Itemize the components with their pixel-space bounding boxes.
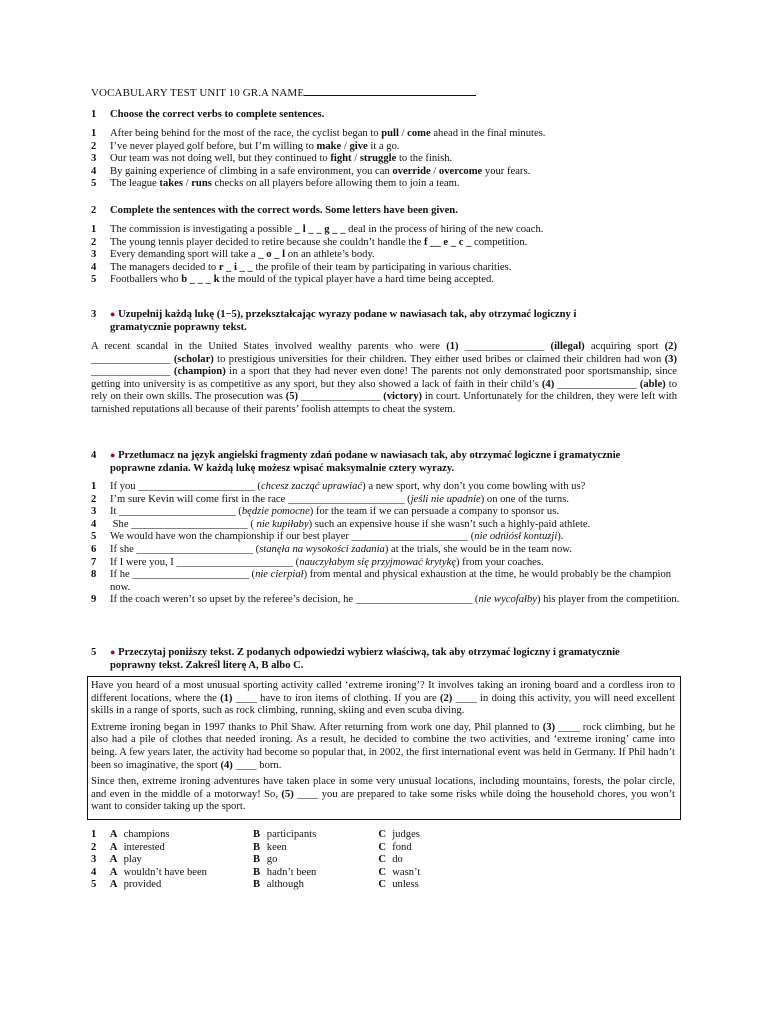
option-letter-b[interactable]: B	[252, 829, 261, 840]
option-letter-c[interactable]: C	[378, 854, 387, 866]
graduation-cap-icon: ●	[110, 309, 116, 319]
item-text: If I were you, I ______________________ (nauczyłabym się przyjmować krytykę) from your coaches.	[110, 556, 544, 568]
option-b[interactable]: hadn’t been	[266, 866, 317, 878]
item-number: 1	[91, 128, 97, 139]
option-c[interactable]: wasn’t	[392, 866, 421, 878]
item-number: 4	[91, 261, 97, 273]
item-text: After being behind for the most of the race, the cyclist began to pull / come ahead in the final minutes.	[110, 128, 546, 139]
answer-number: 3	[91, 854, 97, 866]
graduation-cap-icon: ●	[110, 647, 116, 657]
section-2-items	[91, 224, 681, 287]
option-c[interactable]: unless	[392, 879, 419, 891]
option-letter-a[interactable]: A	[109, 879, 118, 891]
item-number: 6	[91, 543, 97, 555]
item-text: I’ve never played golf before, but I’m willing to make / give it a go.	[110, 140, 400, 152]
list-item	[91, 481, 681, 494]
item-text: If the coach weren’t so upset by the referee’s decision, he ______________________ (nie wycofałby) his player from the competition.	[110, 594, 680, 606]
section-number: 3	[91, 309, 97, 320]
item-text: By gaining experience of climbing in a safe environment, you can override / overcome your fears.	[110, 165, 531, 177]
item-number: 5	[91, 531, 97, 543]
item-number: 3	[91, 506, 97, 518]
item-number: 2	[91, 493, 97, 505]
item-text: If she ______________________ (stanęła na wysokości zadania) at the trials, she would be in the team now.	[110, 543, 572, 555]
section-heading-line-1: Przetłumacz na język angielski fragmenty zdań podane w nawiasach tak, aby otrzymać logiczne i gramatycznie	[118, 450, 621, 461]
list-item	[91, 594, 681, 607]
answer-row	[91, 829, 491, 842]
section-3-text: A recent scandal in the United States involved wealthy parents who were (1) _______________ (illegal) acquiring sport (2) _______________ (scholar) to prestigious universities for their children. They either used bribes or claimed their children had won (3) _______________ (champion) in a sport that they had never even done! The parents not only demonstrated poor sportsmanship, since getting into university is as competitive as any sport, but they also showed a lack of faith in their child’s (4) _______________ (able) to rely on their own skills. The prosecution was (5) _______________ (victory) in court. Unfortunately for the children, they were left with tarnished reputations all because of their parents’ foolish attempts to cheat the system.	[91, 341, 678, 415]
answer-row	[91, 879, 491, 892]
option-c[interactable]: fond	[392, 841, 412, 853]
option-b[interactable]: go	[266, 854, 278, 866]
option-letter-c[interactable]: C	[378, 879, 387, 891]
list-item	[91, 262, 681, 275]
item-text: The managers decided to r _ i _ _ the profile of their team by participating in various charities.	[110, 261, 512, 273]
item-text: I’m sure Kevin will come first in the race ______________________ (jeśli nie upadnie) on one of the turns.	[110, 493, 569, 505]
option-letter-a[interactable]: A	[109, 866, 118, 878]
test-title	[91, 85, 476, 100]
option-c[interactable]: judges	[392, 829, 420, 840]
option-letter-a[interactable]: A	[109, 854, 118, 866]
option-letter-b[interactable]: B	[252, 854, 261, 866]
item-text: Every demanding sport will take a _ o _ l on an athlete’s body.	[110, 249, 375, 261]
list-item	[91, 557, 681, 570]
option-letter-b[interactable]: B	[252, 866, 261, 878]
item-number: 5	[91, 178, 97, 190]
answer-options	[91, 829, 491, 892]
answer-row	[91, 842, 491, 855]
section-heading-line-2: poprawne zdania. W każdą lukę możesz wpisać maksymalnie cztery wyrazy.	[110, 462, 455, 474]
item-text: Our team was not doing well, but they continued to fight / struggle to the finish.	[110, 153, 453, 165]
section-number: 4	[91, 450, 97, 461]
section-number: 2	[91, 205, 97, 216]
section-4-heading	[91, 449, 681, 475]
item-text: The commission is investigating a possible _ l _ _ g _ _ deal in the process of hiring of the new coach.	[110, 224, 544, 235]
list-item	[91, 141, 681, 154]
section-heading-line-2: poprawny tekst. Zakreśl literę A, B albo C.	[110, 659, 304, 671]
option-letter-b[interactable]: B	[252, 879, 261, 891]
list-item	[91, 274, 681, 287]
item-number: 5	[91, 274, 97, 286]
item-number: 4	[91, 165, 97, 177]
section-number: 1	[91, 109, 97, 120]
item-text: If you ______________________ (chcesz zacząć uprawiać) a new sport, why don’t you come bowling with us?	[110, 481, 586, 492]
answer-number: 1	[91, 829, 97, 840]
answer-row	[91, 854, 491, 867]
item-number: 1	[91, 224, 97, 235]
name-line	[304, 85, 476, 96]
answer-row	[91, 867, 491, 880]
list-item	[91, 224, 681, 237]
section-3-heading	[91, 308, 681, 334]
item-text: If he ______________________ (nie cierpiał) from mental and physical exhaustion at the time, he would probably be the champion now.	[110, 569, 672, 593]
section-heading-text: Choose the correct verbs to complete sentences.	[110, 109, 325, 120]
item-number: 3	[91, 249, 97, 261]
section-1-heading	[91, 109, 681, 122]
section-4-items	[91, 481, 681, 607]
option-letter-c[interactable]: C	[378, 866, 387, 878]
item-text: The young tennis player decided to retire because she couldn’t handle the f __ e _ c _ competition.	[110, 236, 528, 248]
section-number: 5	[91, 647, 97, 658]
option-a[interactable]: wouldn’t have been	[123, 866, 207, 878]
item-number: 1	[91, 481, 97, 492]
graduation-cap-icon: ●	[110, 450, 116, 460]
option-c[interactable]: do	[392, 854, 403, 866]
option-letter-a[interactable]: A	[109, 829, 118, 840]
answer-number: 2	[91, 841, 97, 853]
item-text: Footballers who b _ _ _ k the mould of the typical player have a hard time being accepted.	[110, 274, 494, 286]
item-text: The league takes / runs checks on all players before allowing them to join a team.	[110, 178, 460, 190]
item-text: It ______________________ (będzie pomocne) for the team if we can persuade a company to sponsor us.	[110, 506, 559, 518]
answer-number: 5	[91, 879, 97, 891]
list-item	[91, 569, 681, 594]
option-a[interactable]: play	[123, 854, 142, 866]
reading-text-box	[87, 676, 681, 820]
item-number: 4	[91, 518, 97, 530]
list-item	[91, 166, 681, 179]
reading-paragraph: Since then, extreme ironing adventures have taken place in some very unusual locations, including mountains, forests, the polar circle, and even in the middle of a motorway! So, (5) ____ you are prepared to take some risks while doing the household chores, you won’t want to consider taking up the sport.	[91, 776, 675, 813]
item-text: We would have won the championship if our best player ______________________ (nie odniósł kontuzji).	[110, 531, 564, 543]
list-item	[91, 506, 681, 519]
option-letter-b[interactable]: B	[252, 841, 261, 853]
reading-paragraph: Extreme ironing began in 1997 thanks to Phil Shaw. After returning from work one day, Phil planned to (3) ____ rock climbing, but he also had a pile of clothes that needed ironing. As a result, he decided to combine the two activities, and ‘extreme ironing’ came into being. A few years later, the activity had become so popular that, in 2002, the first international event was held in Germany. If Phil hadn’t been so imaginative, the sport (4) ____ born.	[91, 721, 675, 771]
item-number: 8	[91, 569, 97, 581]
list-item	[91, 494, 681, 507]
option-b[interactable]: participants	[266, 829, 317, 840]
list-item	[91, 128, 681, 141]
section-heading-line-1: Przeczytaj poniższy tekst. Z podanych odpowiedzi wybierz właściwą, tak aby otrzymać logiczny i gramatycznie	[118, 647, 620, 658]
section-2-heading	[91, 205, 681, 218]
answer-number: 4	[91, 866, 97, 878]
item-number: 2	[91, 140, 97, 152]
title-text: VOCABULARY TEST UNIT 10 GR.A NAME	[91, 87, 305, 99]
section-1-items	[91, 128, 681, 191]
option-b[interactable]: although	[266, 879, 304, 891]
item-number: 2	[91, 236, 97, 248]
section-heading-line-2: gramatycznie poprawny tekst.	[110, 321, 247, 333]
option-letter-a[interactable]: A	[109, 841, 118, 853]
section-heading-text: Complete the sentences with the correct words. Some letters have been given.	[110, 205, 458, 216]
option-a[interactable]: provided	[123, 879, 162, 891]
item-number: 3	[91, 153, 97, 165]
section-5-heading	[91, 646, 681, 672]
option-a[interactable]: champions	[123, 829, 170, 840]
list-item	[91, 531, 681, 544]
option-a[interactable]: interested	[123, 841, 165, 853]
list-item	[91, 544, 681, 557]
list-item	[91, 178, 681, 191]
list-item	[91, 249, 681, 262]
item-number: 7	[91, 556, 97, 568]
option-letter-c[interactable]: C	[378, 829, 387, 840]
list-item	[91, 237, 681, 250]
reading-paragraph: Have you heard of a most unusual sporting activity called ‘extreme ironing’? It involves taking an ironing board and a cordless iron to different locations, where the (1) ____ have to iron items of clothing. If you are (2) ____ in doing this activity, you will need excellent skills in a range of sports, such as rock climbing, running, skiing and even scuba diving.	[91, 680, 675, 717]
item-number: 9	[91, 594, 97, 606]
option-b[interactable]: keen	[266, 841, 287, 853]
section-heading-line-1: Uzupełnij każdą lukę (1−5), przekształcając wyrazy podane w nawiasach tak, aby otrzymać logiczny i	[118, 309, 577, 320]
list-item	[91, 519, 681, 532]
item-text: She ______________________ ( nie kupiłaby) such an expensive house if she wasn’t such a highly-paid athlete.	[110, 518, 591, 530]
option-letter-c[interactable]: C	[378, 841, 387, 853]
list-item	[91, 153, 681, 166]
